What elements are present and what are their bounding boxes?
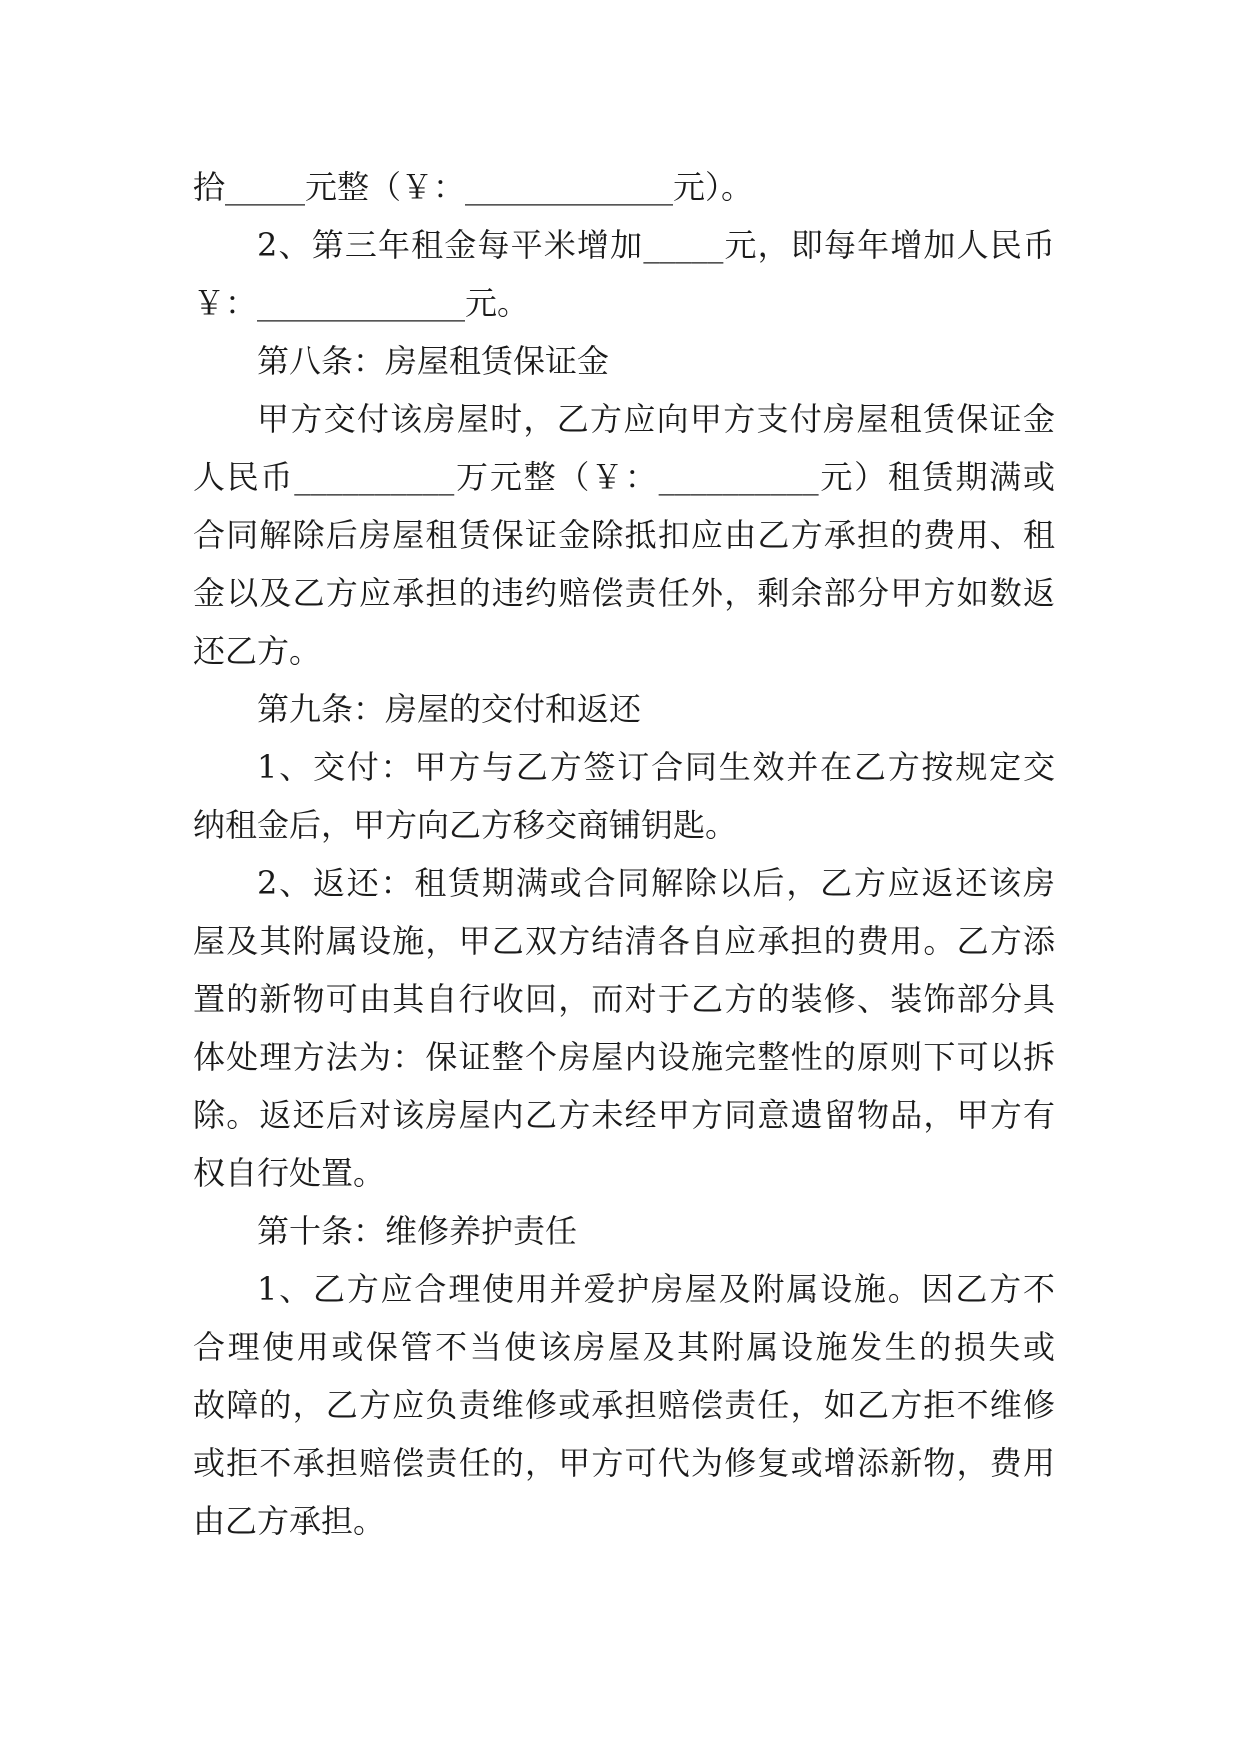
text-line: 屋及其附属设施，甲乙双方结清各自应承担的费用。乙方添 [193,922,1055,960]
text-line: ￥：_____________元。 [193,284,530,322]
text-line: 权自行处置。 [193,1154,386,1192]
text-line: 故障的，乙方应负责维修或承担赔偿责任，如乙方拒不维修 [193,1386,1055,1424]
text-line: 还乙方。 [193,632,322,670]
text-line: 2、第三年租金每平米增加_____元，即每年增加人民币 [257,226,1055,264]
text-line: 1、交付：甲方与乙方签订合同生效并在乙方按规定交 [257,748,1055,786]
text-line: 合理使用或保管不当使该房屋及其附属设施发生的损失或 [193,1328,1055,1366]
text-line: 纳租金后，甲方向乙方移交商铺钥匙。 [193,806,738,844]
section-heading: 第八条：房屋租赁保证金 [257,342,610,380]
text-line: 由乙方承担。 [193,1502,386,1540]
text-line: 置的新物可由其自行收回，而对于乙方的装修、装饰部分具 [193,980,1055,1018]
text-line: 除。返还后对该房屋内乙方未经甲方同意遗留物品，甲方有 [193,1096,1055,1134]
text-line: 金以及乙方应承担的违约赔偿责任外，剩余部分甲方如数返 [193,574,1055,612]
section-heading: 第十条：维修养护责任 [257,1212,578,1250]
text-line: 合同解除后房屋租赁保证金除抵扣应由乙方承担的费用、租 [193,516,1055,554]
text-line: 甲方交付该房屋时，乙方应向甲方支付房屋租赁保证金 [257,400,1055,438]
text-line: 体处理方法为：保证整个房屋内设施完整性的原则下可以拆 [193,1038,1055,1076]
text-line: 1、乙方应合理使用并爱护房屋及附属设施。因乙方不 [257,1270,1055,1308]
text-line: 拾_____元整（￥：_____________元）。 [193,168,754,206]
text-line: 或拒不承担赔偿责任的，甲方可代为修复或增添新物，费用 [193,1444,1055,1482]
text-line: 人民币__________万元整（￥：__________元）租赁期满或 [193,458,1055,496]
section-heading: 第九条：房屋的交付和返还 [257,690,642,728]
text-line: 2、返还：租赁期满或合同解除以后，乙方应返还该房 [257,864,1055,902]
